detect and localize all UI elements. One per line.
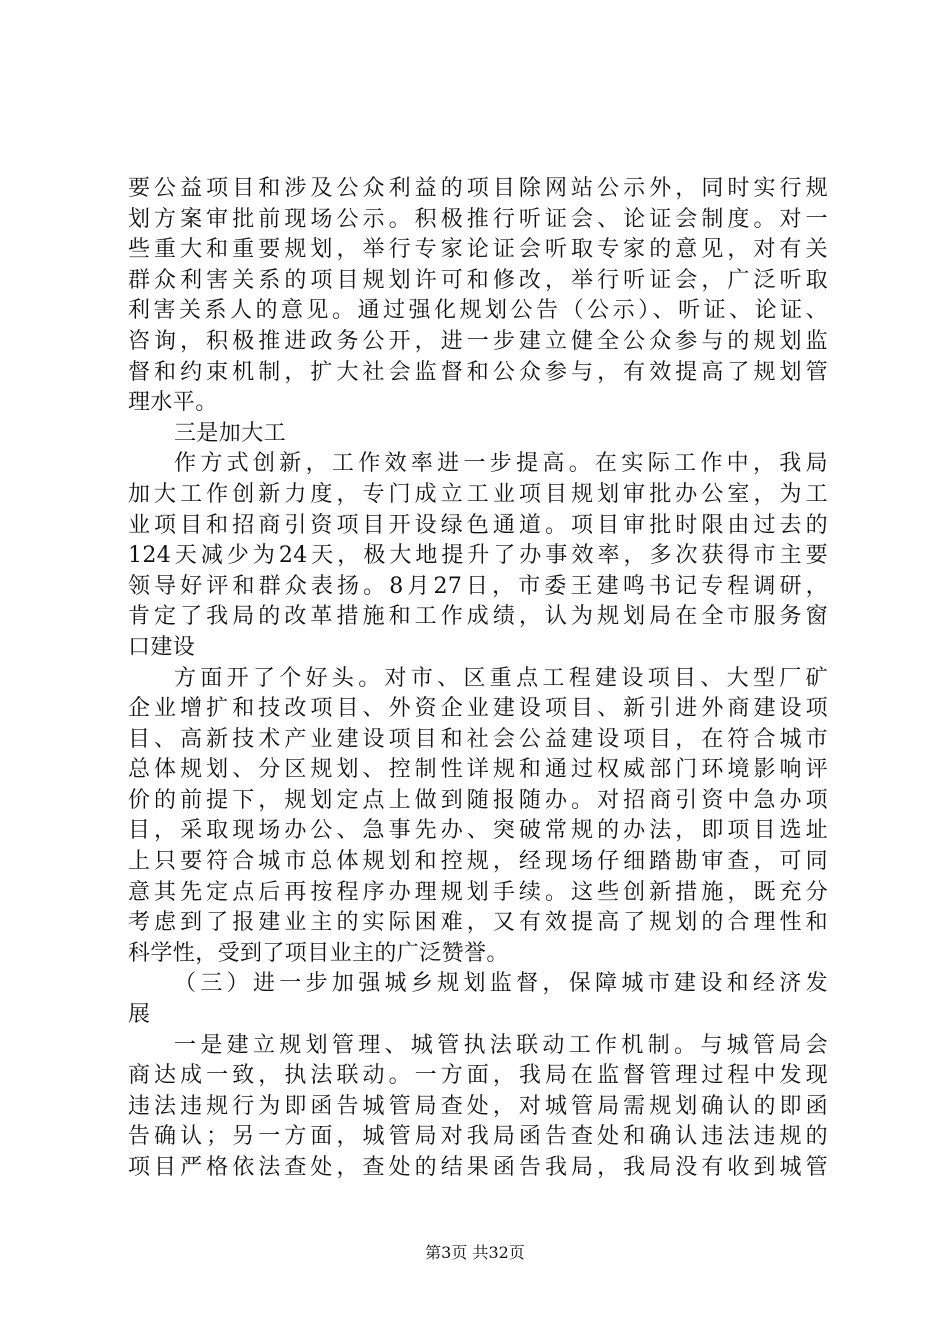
- text-line: 科学性，受到了项目业主的广泛赞誉。: [128, 940, 509, 966]
- text-line: 总体规划、分区规划、控制性详规和通过权威部门环境影响评: [128, 757, 828, 783]
- text-line: 商达成一致，执法联动。一方面，我局在监督管理过程中发现: [128, 1063, 828, 1089]
- text-line: （三）进一步加强城乡规划监督，保障城市建设和经济发: [174, 971, 828, 997]
- page-number-footer: 第3页 共32页: [425, 1243, 525, 1262]
- text-line: 作方式创新，工作效率进一步提高。在实际工作中，我局: [174, 451, 828, 477]
- text-line: 告确认；另一方面，城管局对我局函告查处和确认违法违规的: [128, 1124, 828, 1150]
- text-line: 要公益项目和涉及公众利益的项目除网站公示外，同时实行规: [128, 176, 828, 201]
- text-line: 目，采取现场办公、急事先办、突破常规的办法，即项目选址: [128, 818, 828, 844]
- text-line: 方面开了个好头。对市、区重点工程建设项目、大型厂矿: [174, 665, 828, 691]
- text-line: 领导好评和群众表扬。8月27日，市委王建鸣书记专程调研，: [128, 573, 828, 599]
- text-line: 一是建立规划管理、城管执法联动工作机制。与城管局会: [174, 1032, 828, 1058]
- text-line: 些重大和重要规划，举行专家论证会听取专家的意见，对有关: [128, 237, 828, 263]
- text-line: 口建设: [128, 634, 196, 660]
- text-line: 意其先定点后再按程序办理规划手续。这些创新措施，既充分: [128, 879, 828, 905]
- text-line: 咨询，积极推进政务公开，进一步建立健全公众参与的规划监: [128, 328, 828, 354]
- text-line: 考虑到了报建业主的实际困难，又有效提高了规划的合理性和: [128, 910, 828, 936]
- document-body: [128, 174, 828, 1184]
- text-line: 目、高新技术产业建设项目和社会公益建设项目，在符合城市: [128, 726, 828, 752]
- text-line: 利害关系人的意见。通过强化规划公告（公示）、听证、论证、: [128, 298, 828, 324]
- text-line: 项目严格依法查处，查处的结果函告我局，我局没有收到城管: [128, 1155, 828, 1180]
- text-line: 加大工作创新力度，专门成立工业项目规划审批办公室，为工: [128, 481, 828, 507]
- text-line: 三是加大工: [174, 420, 287, 446]
- text-line: 群众利害关系的项目规划许可和修改，举行听证会，广泛听取: [128, 267, 828, 293]
- text-line: 124天减少为24天，极大地提升了办事效率，多次获得市主要: [128, 543, 828, 569]
- text-line: 肯定了我局的改革措施和工作成绩，认为规划局在全市服务窗: [128, 604, 828, 630]
- text-line: 上只要符合城市总体规划和控规，经现场仔细踏勘审查，可同: [128, 849, 828, 875]
- text-line: 理水平。: [128, 390, 218, 416]
- text-line: 价的前提下，规划定点上做到随报随办。对招商引资中急办项: [128, 787, 828, 813]
- text-line: 业项目和招商引资项目开设绿色通道。项目审批时限由过去的: [128, 512, 828, 538]
- text-line: 督和约束机制，扩大社会监督和公众参与，有效提高了规划管: [128, 359, 828, 385]
- text-line: 划方案审批前现场公示。积极推行听证会、论证会制度。对一: [128, 206, 828, 232]
- text-line: 企业增扩和技改项目、外资企业建设项目、新引进外商建设项: [128, 696, 828, 722]
- text-line: 违法违规行为即函告城管局查处，对城管局需规划确认的即函: [128, 1093, 828, 1119]
- text-line: 展: [128, 1002, 151, 1028]
